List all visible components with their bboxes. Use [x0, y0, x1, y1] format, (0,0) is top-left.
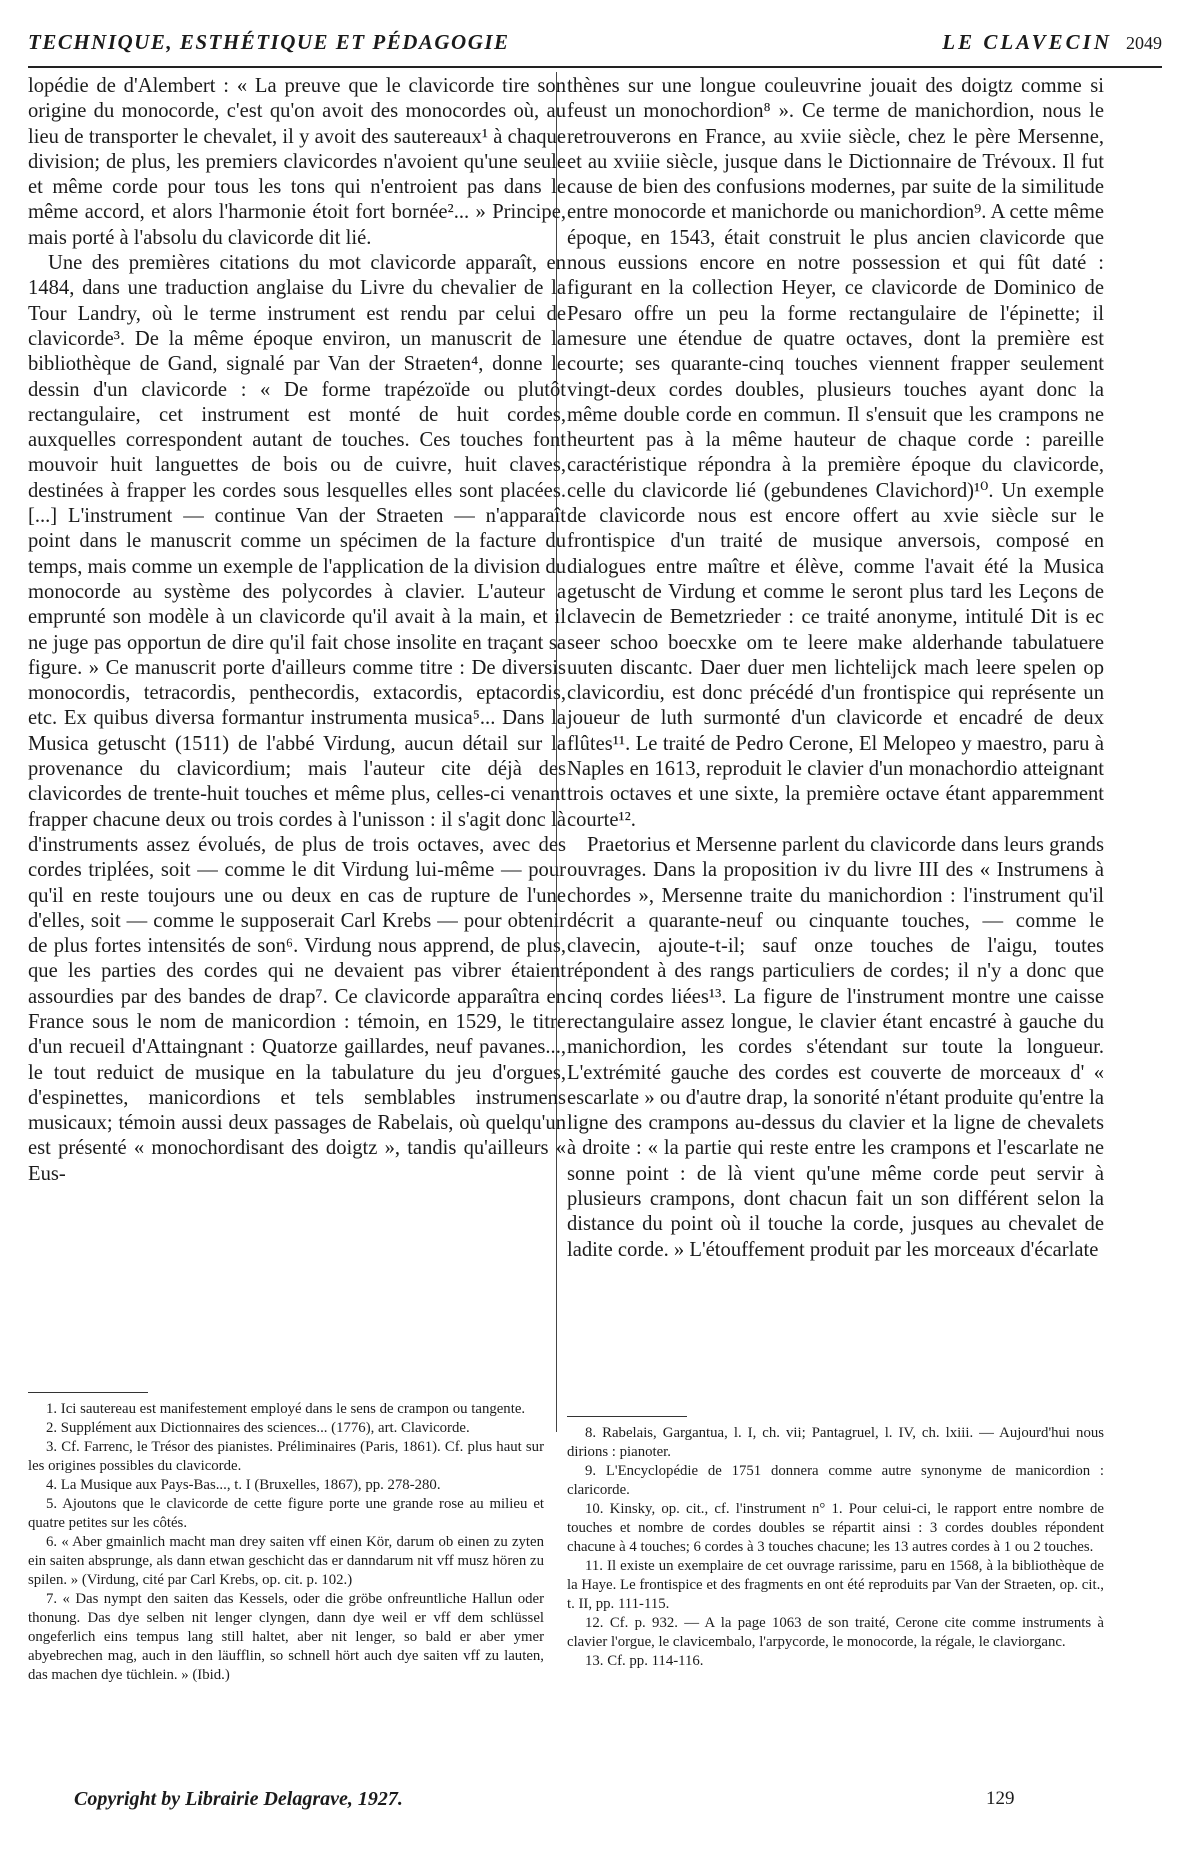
header-page-number: 2049 — [1126, 33, 1162, 53]
header-right-group — [942, 30, 1162, 55]
paragraph: Une des premières citations du mot clavicorde apparaît, en 1484, dans une traduction anglaise du Livre du chevalier de la Tour Landry, où le terme instrument est rendu par celui de clavicorde³. De la même époque environ, un manuscrit de la bibliothèque de Gand, signalé par Van der Straeten⁴, donne le dessin d'un clavicorde : « De forme trapézoïde ou plutôt rectangulaire, cet instrument est monté de huit cordes, auxquelles correspondent autant de touches. Ces touches font mouvoir huit languettes de bois ou de cuivre, huit claves, destinées à frapper les cordes sous lesquelles elles sont placées. [...] L'instrument — continue Van der Straeten — n'apparaît point dans le manuscrit comme un spécimen de la facture du temps, mais comme un exemple de l'application de la division du monocorde au système des polycordes à clavier. L'auteur a emprunté son modèle à un clavicorde qu'il avait à la main, et il ne juge pas opportun de dire qu'il fait chose insolite en traçant sa figure. » Ce manuscrit porte d'ailleurs comme titre : De diversis monocordis, tetracordis, penthecordis, extacordis, eptacordis, etc. Ex quibus diversa formantur instrumenta musica⁵... Dans la Musica getuscht (1511) de l'abbé Virdung, aucun détail sur la provenance du clavicordium; mais l'auteur cite déjà des clavicordes de trente-huit touches et même plus, celles-ci venant frapper chacune deux ou trois cordes à l'unisson : il s'agit donc là d'instruments assez évolués, de plus de trois octaves, avec des cordes triplées, soit — comme le dit Virdung lui-même — pour qu'il en reste toujours une ou deux en cas de rupture de l'une d'elles, soit — comme le supposerait Carl Krebs — pour obtenir de plus fortes intensités de son⁶. Virdung nous apprend, de plus, que les parties des cordes qui ne devaient pas vibrer étaient assourdies par des bandes de drap⁷. Ce clavicorde apparaîtra en France sous le nom de manicordion : témoin, en 1529, le titre d'un recueil d'Attaingnant : Quatorze gaillardes, neuf pavanes..., le tout reduict de musique en la tabulature du jeu d'orgues, d'espinettes, manicordions et tels semblables instrumens musicaux; témoin aussi deux passages de Rabelais, où quelqu'un est présenté « monochordisant des doigtz », tandis qu'ailleurs « Eus- — [28, 252, 566, 1185]
footnote: 12. Cf. p. 932. — A la page 1063 de son traité, Cerone cite comme instruments à clavier l'orgue, le clavicembalo, l'arpycorde, le monocorde, la régale, le claviorganc. — [567, 1615, 1104, 1650]
header-book-title: LE CLAVECIN — [942, 30, 1112, 54]
footnote: 10. Kinsky, op. cit., cf. l'instrument n° 1. Pour celui-ci, le rapport entre nombre de touches et nombre de cordes doubles se répartit ainsi : 3 cordes doubles répondent chacune à 4 touches; 6 cordes à 3 touches chacune; les 13 autres cordes à 1 ou 2 touches. — [567, 1501, 1104, 1555]
footnote: 5. Ajoutons que le clavicorde de cette figure porte une grande rose au milieu et quatre petites sur les côtés. — [28, 1496, 544, 1531]
footnote: 3. Cf. Farrenc, le Trésor des pianistes. Préliminaires (Paris, 1861). Cf. plus haut sur les origines possibles du clavicorde. — [28, 1439, 544, 1474]
footnote: 6. « Aber gmainlich macht man drey saiten vff einen Kör, darum ob einen zu zyten ein saiten absprunge, als dann etwan geschicht das er danndarum nit vff musz hören zu spilen. » (Virdung, cité par Carl Krebs, op. cit. p. 102.) — [28, 1534, 544, 1588]
footnotes-left — [28, 1400, 544, 1685]
footnote: 7. « Das nympt den saiten das Kessels, oder die gröbe onfreuntliche Hallun oder thonung. Das dye selben nit lenger clyngen, dann dye weil er vff dem schlüssel ongeferlich eins tempus lang still haltet, aber nit lenger, so bald er aber ymer abyebrechen mag, auch in den läufflin, so schnell hört auch dye saiten vff zu lauten, das machen dye tüchlein. » (Ibid.) — [28, 1591, 544, 1683]
paragraph: lopédie de d'Alembert : « La preuve que le clavicorde tire son origine du monocorde, c'est qu'on avoit des monocordes où, au lieu de transporter le chevalet, il y avoit des sautereaux¹ à chaque division; de plus, les premiers clavicordes n'avoient qu'une seule et même corde pour tous les tons qui n'entroient pas dans le même accord, et alors l'harmonie étoit fort bornée²... » Principe, mais porté à l'absolu du clavicorde dit lié. — [28, 75, 566, 249]
footnote: 11. Il existe un exemplaire de cet ouvrage rarissime, paru en 1568, à la bibliothèque de la Haye. Le frontispice et des fragments en ont été reproduits par Van der Straeten, op. cit., t. II, pp. 111-115. — [567, 1558, 1104, 1612]
footer-copyright: Copyright by Librairie Delagrave, 1927. — [74, 1788, 403, 1810]
header-section-title: TECHNIQUE, ESTHÉTIQUE ET PÉDAGOGIE — [28, 30, 510, 54]
right-text-column — [567, 74, 1104, 1263]
paragraph: thènes sur une longue couleuvrine jouait des doigtz comme si feust un monochordion⁸ ». Ce terme de manichordion, nous le retrouverons en France, au xviie siècle, chez le père Mersenne, et au xviiie siècle, jusque dans le Dictionnaire de Trévoux. Il fut cause de bien des confusions modernes, par suite de la similitude entre monocorde et manichorde ou manichordion⁹. A cette même époque, en 1543, était construit le plus ancien clavicorde que nous eussions encore en notre possession et qui fût daté : figurant en la collection Heyer, ce clavicorde de Dominico de Pesaro offre un peu la forme rectangulaire de l'épinette; il mesure une étendue de quatre octaves, dont la première est courte; ses quarante-cinq touches viennent frapper seulement vingt-deux cordes doubles, plusieurs touches ayant donc la même double corde en commun. Il s'ensuit que les crampons ne heurtent pas à la même hauteur de chaque corde : pareille caractéristique répondra à la première époque du clavicorde, celle du clavicorde lié (gebundenes Clavichord)¹⁰. Un exemple de clavicorde nous est encore offert au xvie siècle sur le frontispice d'un traité de musique anversois, composé en dialogues entre maître et élève, comme l'avait été la Musica getuscht de Virdung et comme le seront plus tard les Leçons de clavecin de Bemetzrieder : ce traité anonyme, intitulé Dit is ec seer schoo boecxke om te leere make alderhande tabulatuere uuten discantc. Daer duer men lichtelijck mach leere spelen op clavicordiu, est donc précédé d'un frontispice qui représente un joueur de luth surmonté d'un clavicorde et encadré de deux flûtes¹¹. Le traité de Pedro Cerone, El Melopeo y maestro, paru à Naples en 1613, reproduit le clavier d'un monachordio atteignant trois octaves et une sixte, la première octave étant apparemment courte¹². — [567, 75, 1104, 831]
footnote: 13. Cf. pp. 114-116. — [585, 1653, 704, 1669]
paragraph: Praetorius et Mersenne parlent du clavicorde dans leurs grands ouvrages. Dans la proposition iv du livre III des « Instrumens à chordes », Mersenne traite du manichordion : l'instrument qu'il décrit a quarante-neuf ou cinquante touches, — comme le clavecin, ajoute-t-il; sauf onze touches de l'aigu, toutes répondent à des rangs particuliers de cordes; il n'y a donc que cinq cordes liées¹³. La figure de l'instrument montre une caisse rectangulaire assez longue, le clavier étant encastré à gauche du manichordion, les cordes s'étendant sur toute la longueur. L'extrémité gauche des cordes est couverte de morceaux d' « escarlate » ou d'autre drap, la sonorité n'étant produite qu'entre la ligne des crampons au-dessus du clavier et la ligne de chevalets à droite : « la partie qui reste entre les crampons et l'escarlate ne sonne point : de là vient qu'une même corde peut servir à plusieurs crampons, dont chacun fait un son différent selon la distance du point où il touche la corde, jusques au chevalet de ladite corde. » L'étouffement produit par les morceaux d'écarlate — [567, 833, 1104, 1261]
footnote-rule-right — [567, 1416, 687, 1417]
running-header — [28, 26, 1162, 68]
left-text-column — [28, 74, 566, 1187]
footnotes-right — [567, 1424, 1104, 1671]
footnote: 1. Ici sautereau est manifestement employé dans le sens de crampon ou tangente. — [46, 1401, 526, 1417]
footnote: 8. Rabelais, Gargantua, l. I, ch. vii; Pantagruel, l. IV, ch. lxiii. — Aujourd'hui nous dirions : pianoter. — [567, 1425, 1104, 1460]
footnote: 4. La Musique aux Pays-Bas..., t. I (Bruxelles, 1867), pp. 278-280. — [46, 1477, 441, 1493]
footnote: 9. L'Encyclopédie de 1751 donnera comme autre synonyme de manicordion : claricorde. — [567, 1463, 1104, 1498]
footnote: 2. Supplément aux Dictionnaires des sciences... (1776), art. Clavicorde. — [46, 1420, 470, 1436]
footnote-rule-left — [28, 1392, 148, 1393]
footer-page-number: 129 — [986, 1788, 1015, 1809]
